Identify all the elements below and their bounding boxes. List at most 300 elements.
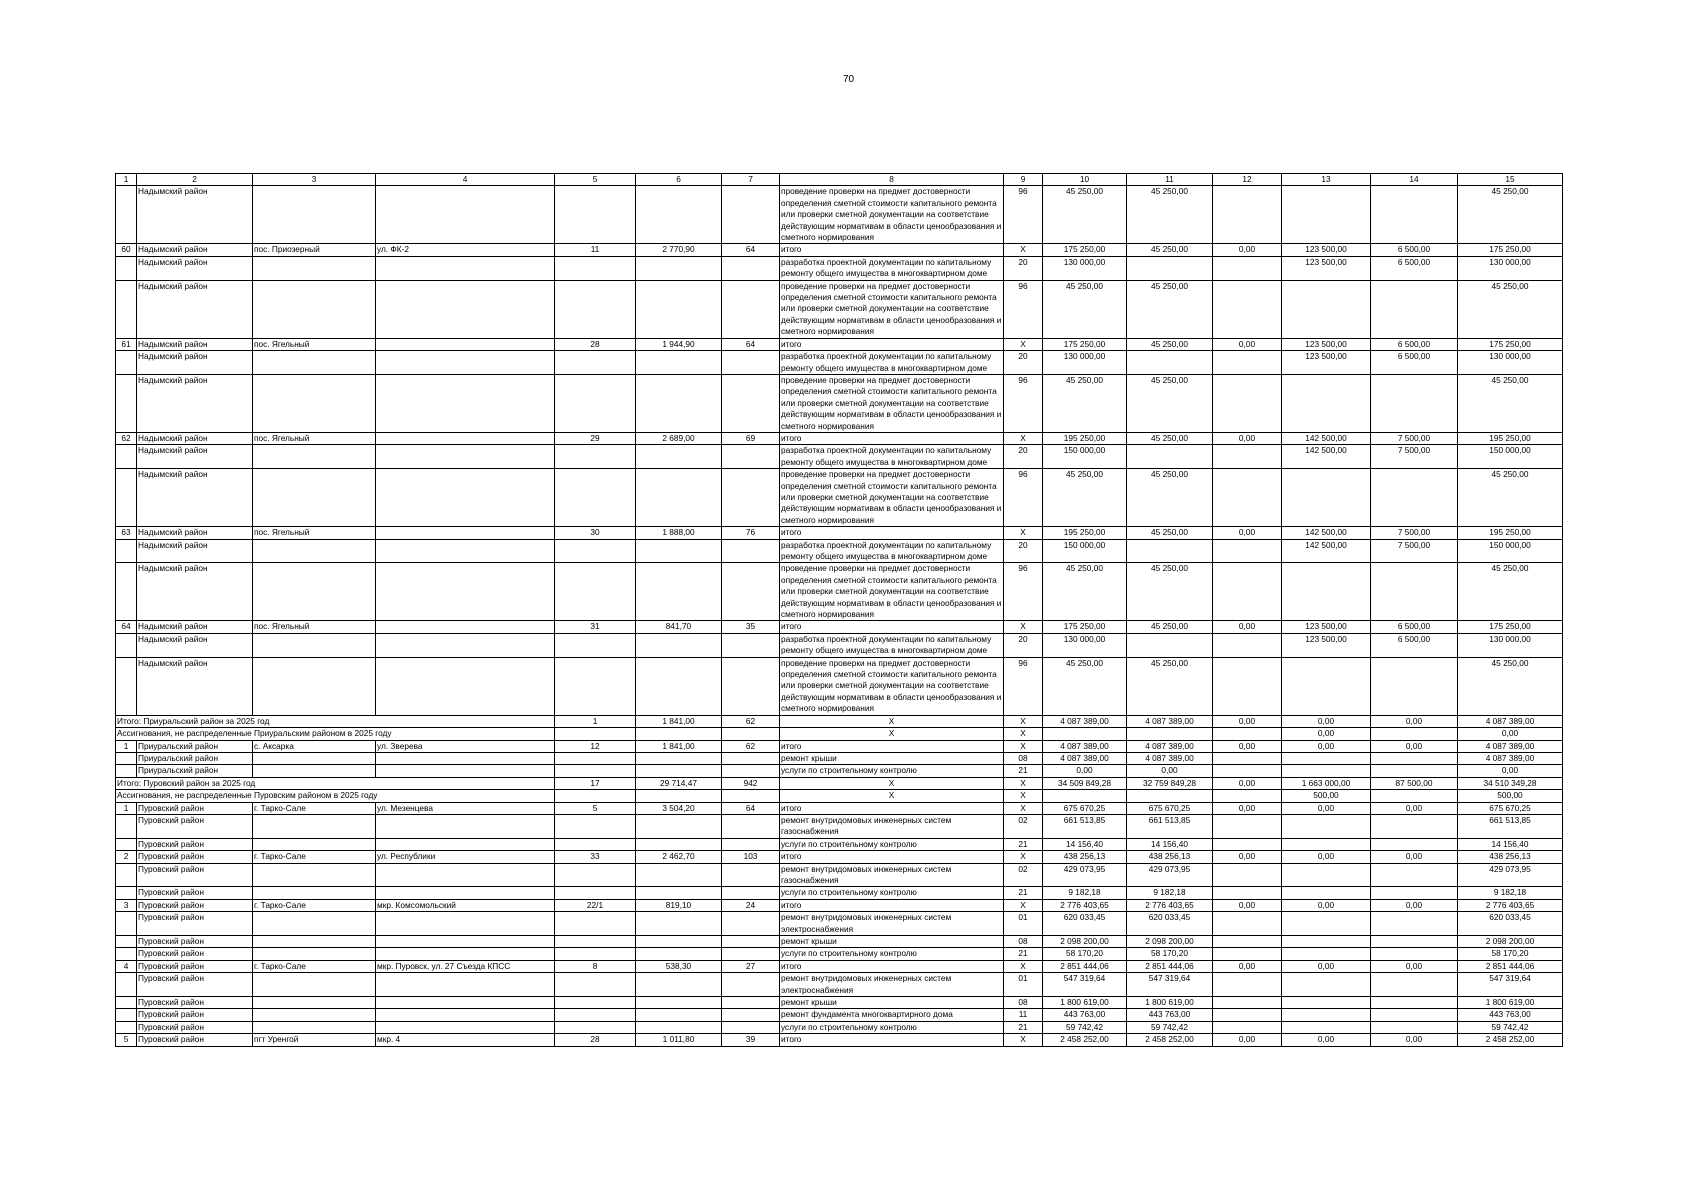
cell-street xyxy=(376,997,555,1009)
cell-house xyxy=(555,838,636,850)
cell-budget-local xyxy=(1282,765,1371,777)
cell-budget-ao xyxy=(1213,973,1282,997)
cell-total-cost: 45 250,00 xyxy=(1043,186,1127,244)
cell-house xyxy=(555,936,636,948)
cell-work-type: итого xyxy=(780,432,1004,444)
cell-street: мкр. Пуровск, ул. 27 Съезда КПСС xyxy=(376,960,555,972)
cell-owners xyxy=(1371,973,1458,997)
table-row xyxy=(116,539,1563,563)
cell-num xyxy=(116,186,137,244)
cell-owners xyxy=(1371,752,1458,764)
cell-num xyxy=(116,374,137,432)
cell-settlement xyxy=(253,752,376,764)
cell-num xyxy=(116,752,137,764)
cell-total: 661 513,85 xyxy=(1458,814,1563,838)
cell-fund-cost: 4 087 389,00 xyxy=(1127,752,1213,764)
cell-house xyxy=(555,256,636,280)
cell-house: 33 xyxy=(555,851,636,863)
cell-street xyxy=(376,633,555,657)
table-row xyxy=(116,280,1563,338)
cell-settlement: пос. Приозерный xyxy=(253,244,376,256)
table-row xyxy=(116,887,1563,899)
cell-budget-ao xyxy=(1213,887,1282,899)
cell-area xyxy=(636,186,722,244)
cell-work-type: X xyxy=(780,715,1004,727)
cell-house xyxy=(555,997,636,1009)
cell-work-type: X xyxy=(780,790,1004,802)
cell-area xyxy=(636,351,722,375)
cell-area xyxy=(636,814,722,838)
cell-street: ул. Мезенцева xyxy=(376,802,555,814)
cell-budget-local: 0,00 xyxy=(1282,1034,1371,1046)
cell-total-cost: 2 458 252,00 xyxy=(1043,1034,1127,1046)
cell-street xyxy=(376,621,555,633)
cell-budget-local xyxy=(1282,563,1371,621)
cell-owners: 0,00 xyxy=(1371,802,1458,814)
cell-work-code: 20 xyxy=(1004,256,1043,280)
cell-area xyxy=(636,445,722,469)
cell-area xyxy=(636,973,722,997)
cell-area xyxy=(636,997,722,1009)
cell-work-type: итого xyxy=(780,899,1004,911)
cell-settlement xyxy=(253,765,376,777)
cell-street xyxy=(376,752,555,764)
cell-street xyxy=(376,912,555,936)
cell-work-code: 20 xyxy=(1004,351,1043,375)
cell-total-cost: 429 073,95 xyxy=(1043,863,1127,887)
cell-total-cost: 150 000,00 xyxy=(1043,539,1127,563)
cell-total: 4 087 389,00 xyxy=(1458,740,1563,752)
cell-work-code: X xyxy=(1004,790,1043,802)
cell-num xyxy=(116,973,137,997)
cell-total-cost: 620 033,45 xyxy=(1043,912,1127,936)
cell-owners: 6 500,00 xyxy=(1371,621,1458,633)
table-row xyxy=(116,814,1563,838)
cell-area: 2 462,70 xyxy=(636,851,722,863)
cell-work-type: итого xyxy=(780,338,1004,350)
cell-street: мкр. 4 xyxy=(376,1034,555,1046)
cell-settlement: г. Тарко-Сале xyxy=(253,960,376,972)
cell-settlement: пгт Уренгой xyxy=(253,1034,376,1046)
cell-fund-cost xyxy=(1127,790,1213,802)
cell-num xyxy=(116,887,137,899)
cell-work-code: 96 xyxy=(1004,563,1043,621)
cell-work-type: разработка проектной документации по капитальному ремонту общего имущества в многоквартирном доме xyxy=(780,351,1004,375)
cell-work-code: 21 xyxy=(1004,887,1043,899)
table-header-row xyxy=(116,174,1563,186)
cell-fund-cost: 45 250,00 xyxy=(1127,374,1213,432)
cell-owners xyxy=(1371,374,1458,432)
cell-district: Пуровский район xyxy=(137,863,253,887)
cell-num xyxy=(116,280,137,338)
cell-district: Надымский район xyxy=(137,469,253,527)
cell-street xyxy=(376,527,555,539)
cell-house: 22/1 xyxy=(555,899,636,911)
cell-budget-ao xyxy=(1213,814,1282,838)
cell-num: 60 xyxy=(116,244,137,256)
cell-total: 150 000,00 xyxy=(1458,539,1563,563)
header-cell-7: 7 xyxy=(722,174,780,186)
cell-house: 8 xyxy=(555,960,636,972)
cell-num: 4 xyxy=(116,960,137,972)
cell-total-cost: 443 763,00 xyxy=(1043,1009,1127,1021)
cell-num xyxy=(116,633,137,657)
summary-row xyxy=(116,777,1563,789)
summary-label: Ассигнования, не распределенные Пуровским районом в 2025 году xyxy=(116,790,555,802)
cell-street: мкр. Комсомольский xyxy=(376,899,555,911)
cell-budget-ao: 0,00 xyxy=(1213,621,1282,633)
cell-settlement xyxy=(253,186,376,244)
cell-budget-ao xyxy=(1213,539,1282,563)
cell-area: 29 714,47 xyxy=(636,777,722,789)
cell-work-code: X xyxy=(1004,960,1043,972)
cell-area xyxy=(636,912,722,936)
cell-residents: 64 xyxy=(722,802,780,814)
cell-budget-local: 142 500,00 xyxy=(1282,445,1371,469)
cell-house xyxy=(555,790,636,802)
cell-total-cost: 175 250,00 xyxy=(1043,244,1127,256)
cell-budget-ao: 0,00 xyxy=(1213,527,1282,539)
cell-total-cost: 130 000,00 xyxy=(1043,351,1127,375)
cell-total-cost: 2 851 444,06 xyxy=(1043,960,1127,972)
cell-budget-ao xyxy=(1213,657,1282,715)
cell-num xyxy=(116,657,137,715)
cell-house xyxy=(555,814,636,838)
cell-settlement xyxy=(253,948,376,960)
cell-total: 14 156,40 xyxy=(1458,838,1563,850)
cell-house xyxy=(555,887,636,899)
cell-work-code: 08 xyxy=(1004,997,1043,1009)
cell-owners: 0,00 xyxy=(1371,740,1458,752)
cell-street xyxy=(376,838,555,850)
cell-district: Пуровский район xyxy=(137,851,253,863)
cell-work-type: итого xyxy=(780,960,1004,972)
cell-work-code: X xyxy=(1004,1034,1043,1046)
cell-settlement xyxy=(253,1009,376,1021)
cell-street xyxy=(376,936,555,948)
cell-district: Надымский район xyxy=(137,621,253,633)
cell-district: Пуровский район xyxy=(137,1009,253,1021)
cell-budget-ao: 0,00 xyxy=(1213,432,1282,444)
cell-fund-cost xyxy=(1127,351,1213,375)
cell-num: 61 xyxy=(116,338,137,350)
cell-num xyxy=(116,469,137,527)
table-row xyxy=(116,186,1563,244)
cell-owners: 0,00 xyxy=(1371,960,1458,972)
table-row xyxy=(116,765,1563,777)
cell-work-type: проведение проверки на предмет достоверности определения сметной стоимости капитального ремонта или проверки сметной документации на соответствие действующим нормативам в области ценообразования и сметного нормирования xyxy=(780,563,1004,621)
cell-budget-ao xyxy=(1213,563,1282,621)
cell-owners xyxy=(1371,838,1458,850)
summary-row xyxy=(116,790,1563,802)
cell-num: 64 xyxy=(116,621,137,633)
cell-num xyxy=(116,814,137,838)
cell-budget-local: 123 500,00 xyxy=(1282,256,1371,280)
cell-total-cost: 2 776 403,65 xyxy=(1043,899,1127,911)
cell-fund-cost xyxy=(1127,728,1213,740)
cell-total-cost xyxy=(1043,790,1127,802)
cell-street xyxy=(376,351,555,375)
cell-total: 45 250,00 xyxy=(1458,280,1563,338)
cell-settlement xyxy=(253,838,376,850)
cell-settlement: пос. Ягельный xyxy=(253,621,376,633)
cell-district: Пуровский район xyxy=(137,936,253,948)
cell-residents xyxy=(722,1021,780,1033)
cell-work-type: проведение проверки на предмет достоверности определения сметной стоимости капитального ремонта или проверки сметной документации на соответствие действующим нормативам в области ценообразования и сметного нормирования xyxy=(780,657,1004,715)
cell-budget-local: 123 500,00 xyxy=(1282,621,1371,633)
cell-owners: 6 500,00 xyxy=(1371,256,1458,280)
cell-owners xyxy=(1371,814,1458,838)
cell-fund-cost: 0,00 xyxy=(1127,765,1213,777)
cell-total-cost: 195 250,00 xyxy=(1043,432,1127,444)
table-row xyxy=(116,960,1563,972)
cell-settlement xyxy=(253,469,376,527)
cell-area xyxy=(636,765,722,777)
cell-budget-ao xyxy=(1213,765,1282,777)
cell-budget-local xyxy=(1282,1009,1371,1021)
cell-budget-local: 0,00 xyxy=(1282,851,1371,863)
cell-budget-local: 142 500,00 xyxy=(1282,539,1371,563)
cell-street xyxy=(376,765,555,777)
cell-residents: 69 xyxy=(722,432,780,444)
cell-work-type: услуги по строительному контролю xyxy=(780,1021,1004,1033)
cell-work-code: 21 xyxy=(1004,948,1043,960)
cell-num xyxy=(116,948,137,960)
cell-house xyxy=(555,1021,636,1033)
cell-budget-ao: 0,00 xyxy=(1213,1034,1282,1046)
cell-fund-cost: 2 776 403,65 xyxy=(1127,899,1213,911)
cell-total: 45 250,00 xyxy=(1458,657,1563,715)
cell-total: 175 250,00 xyxy=(1458,244,1563,256)
cell-residents xyxy=(722,256,780,280)
cell-total: 429 073,95 xyxy=(1458,863,1563,887)
cell-budget-local xyxy=(1282,887,1371,899)
cell-work-type: разработка проектной документации по капитальному ремонту общего имущества в многоквартирном доме xyxy=(780,539,1004,563)
cell-settlement xyxy=(253,563,376,621)
cell-work-code: X xyxy=(1004,715,1043,727)
cell-street: ул. ФК-2 xyxy=(376,244,555,256)
cell-street xyxy=(376,657,555,715)
cell-work-type: ремонт крыши xyxy=(780,936,1004,948)
table-body xyxy=(116,174,1563,1047)
cell-fund-cost: 45 250,00 xyxy=(1127,338,1213,350)
cell-settlement xyxy=(253,973,376,997)
cell-house xyxy=(555,973,636,997)
cell-residents xyxy=(722,728,780,740)
cell-house: 12 xyxy=(555,740,636,752)
cell-settlement: г. Тарко-Сале xyxy=(253,899,376,911)
cell-district: Пуровский район xyxy=(137,814,253,838)
table-row xyxy=(116,621,1563,633)
cell-fund-cost: 2 098 200,00 xyxy=(1127,936,1213,948)
cell-work-type: ремонт внутридомовых инженерных систем электроснабжения xyxy=(780,912,1004,936)
table-row xyxy=(116,973,1563,997)
cell-fund-cost: 547 319,64 xyxy=(1127,973,1213,997)
cell-total-cost: 14 156,40 xyxy=(1043,838,1127,850)
cell-work-code: X xyxy=(1004,728,1043,740)
cell-work-type: итого xyxy=(780,244,1004,256)
table-row xyxy=(116,863,1563,887)
cell-street xyxy=(376,256,555,280)
cell-area xyxy=(636,539,722,563)
cell-budget-local xyxy=(1282,469,1371,527)
cell-total: 130 000,00 xyxy=(1458,256,1563,280)
cell-budget-local xyxy=(1282,280,1371,338)
cell-budget-local: 0,00 xyxy=(1282,802,1371,814)
cell-budget-local: 500,00 xyxy=(1282,790,1371,802)
cell-area: 1 944,90 xyxy=(636,338,722,350)
cell-work-type: проведение проверки на предмет достоверности определения сметной стоимости капитального ремонта или проверки сметной документации на соответствие действующим нормативам в области ценообразования и сметного нормирования xyxy=(780,374,1004,432)
cell-work-code: X xyxy=(1004,851,1043,863)
table-row xyxy=(116,338,1563,350)
header-cell-1: 1 xyxy=(116,174,137,186)
cell-budget-ao xyxy=(1213,1021,1282,1033)
cell-budget-ao: 0,00 xyxy=(1213,802,1282,814)
cell-total-cost: 195 250,00 xyxy=(1043,527,1127,539)
cell-num xyxy=(116,256,137,280)
cell-work-type: ремонт крыши xyxy=(780,997,1004,1009)
cell-settlement: пос. Ягельный xyxy=(253,338,376,350)
cell-district: Надымский район xyxy=(137,563,253,621)
cell-district: Пуровский район xyxy=(137,899,253,911)
summary-label: Итого: Пуровский район за 2025 год xyxy=(116,777,555,789)
cell-owners: 6 500,00 xyxy=(1371,633,1458,657)
cell-total: 130 000,00 xyxy=(1458,351,1563,375)
cell-total-cost: 45 250,00 xyxy=(1043,280,1127,338)
cell-house: 11 xyxy=(555,244,636,256)
cell-total-cost: 130 000,00 xyxy=(1043,256,1127,280)
cell-total: 45 250,00 xyxy=(1458,374,1563,432)
cell-owners xyxy=(1371,765,1458,777)
cell-district: Надымский район xyxy=(137,657,253,715)
cell-residents: 76 xyxy=(722,527,780,539)
cell-settlement xyxy=(253,351,376,375)
cell-total-cost: 661 513,85 xyxy=(1043,814,1127,838)
cell-total: 1 800 619,00 xyxy=(1458,997,1563,1009)
cell-budget-local xyxy=(1282,948,1371,960)
cell-work-code: 96 xyxy=(1004,374,1043,432)
cell-area xyxy=(636,256,722,280)
cell-area xyxy=(636,633,722,657)
cell-settlement xyxy=(253,1021,376,1033)
cell-num xyxy=(116,351,137,375)
cell-num xyxy=(116,1021,137,1033)
cell-street xyxy=(376,469,555,527)
cell-district: Приуральский район xyxy=(137,752,253,764)
cell-area: 3 504,20 xyxy=(636,802,722,814)
cell-owners: 7 500,00 xyxy=(1371,527,1458,539)
cell-district: Надымский район xyxy=(137,244,253,256)
cell-work-type: итого xyxy=(780,802,1004,814)
cell-total-cost: 2 098 200,00 xyxy=(1043,936,1127,948)
table-row xyxy=(116,633,1563,657)
cell-street xyxy=(376,445,555,469)
cell-total: 45 250,00 xyxy=(1458,563,1563,621)
cell-budget-local xyxy=(1282,997,1371,1009)
cell-total: 500,00 xyxy=(1458,790,1563,802)
cell-num xyxy=(116,445,137,469)
cell-num xyxy=(116,997,137,1009)
cell-settlement xyxy=(253,633,376,657)
cell-area: 1 011,80 xyxy=(636,1034,722,1046)
cell-owners xyxy=(1371,657,1458,715)
table-row xyxy=(116,740,1563,752)
cell-fund-cost: 58 170,20 xyxy=(1127,948,1213,960)
cell-owners: 0,00 xyxy=(1371,1034,1458,1046)
cell-residents xyxy=(722,469,780,527)
cell-work-type: услуги по строительному контролю xyxy=(780,948,1004,960)
cell-budget-ao xyxy=(1213,912,1282,936)
cell-house: 5 xyxy=(555,802,636,814)
cell-area: 1 841,00 xyxy=(636,715,722,727)
cell-work-type: разработка проектной документации по капитальному ремонту общего имущества в многоквартирном доме xyxy=(780,256,1004,280)
cell-fund-cost: 2 851 444,06 xyxy=(1127,960,1213,972)
cell-residents: 35 xyxy=(722,621,780,633)
cell-work-code: 20 xyxy=(1004,445,1043,469)
cell-work-type: услуги по строительному контролю xyxy=(780,887,1004,899)
table-row xyxy=(116,851,1563,863)
cell-residents xyxy=(722,563,780,621)
cell-owners: 0,00 xyxy=(1371,899,1458,911)
table-row xyxy=(116,244,1563,256)
cell-house xyxy=(555,765,636,777)
cell-settlement xyxy=(253,657,376,715)
cell-budget-ao xyxy=(1213,633,1282,657)
cell-residents: 24 xyxy=(722,899,780,911)
cell-street xyxy=(376,186,555,244)
cell-num: 63 xyxy=(116,527,137,539)
cell-fund-cost: 45 250,00 xyxy=(1127,469,1213,527)
header-cell-6: 6 xyxy=(636,174,722,186)
header-cell-4: 4 xyxy=(376,174,555,186)
cell-district: Надымский район xyxy=(137,338,253,350)
cell-area xyxy=(636,280,722,338)
cell-owners: 6 500,00 xyxy=(1371,244,1458,256)
cell-district: Пуровский район xyxy=(137,838,253,850)
cell-work-type: разработка проектной документации по капитальному ремонту общего имущества в многоквартирном доме xyxy=(780,445,1004,469)
cell-work-type: итого xyxy=(780,527,1004,539)
cell-area: 2 689,00 xyxy=(636,432,722,444)
cell-residents xyxy=(722,752,780,764)
cell-owners xyxy=(1371,887,1458,899)
cell-work-code: 01 xyxy=(1004,912,1043,936)
cell-district: Пуровский район xyxy=(137,1021,253,1033)
cell-house: 17 xyxy=(555,777,636,789)
cell-budget-ao xyxy=(1213,863,1282,887)
cell-total: 175 250,00 xyxy=(1458,621,1563,633)
cell-num: 3 xyxy=(116,899,137,911)
cell-fund-cost: 45 250,00 xyxy=(1127,280,1213,338)
cell-num xyxy=(116,765,137,777)
cell-house xyxy=(555,351,636,375)
table-row xyxy=(116,432,1563,444)
cell-residents: 62 xyxy=(722,715,780,727)
cell-residents xyxy=(722,186,780,244)
cell-budget-local: 0,00 xyxy=(1282,960,1371,972)
cell-settlement xyxy=(253,256,376,280)
cell-budget-local: 0,00 xyxy=(1282,715,1371,727)
cell-budget-ao xyxy=(1213,186,1282,244)
cell-total: 2 851 444,06 xyxy=(1458,960,1563,972)
table-row xyxy=(116,912,1563,936)
cell-budget-ao: 0,00 xyxy=(1213,960,1282,972)
cell-total-cost: 675 670,25 xyxy=(1043,802,1127,814)
cell-work-type: итого xyxy=(780,851,1004,863)
cell-fund-cost: 438 256,13 xyxy=(1127,851,1213,863)
cell-work-code: X xyxy=(1004,899,1043,911)
cell-street xyxy=(376,973,555,997)
cell-budget-local: 123 500,00 xyxy=(1282,244,1371,256)
